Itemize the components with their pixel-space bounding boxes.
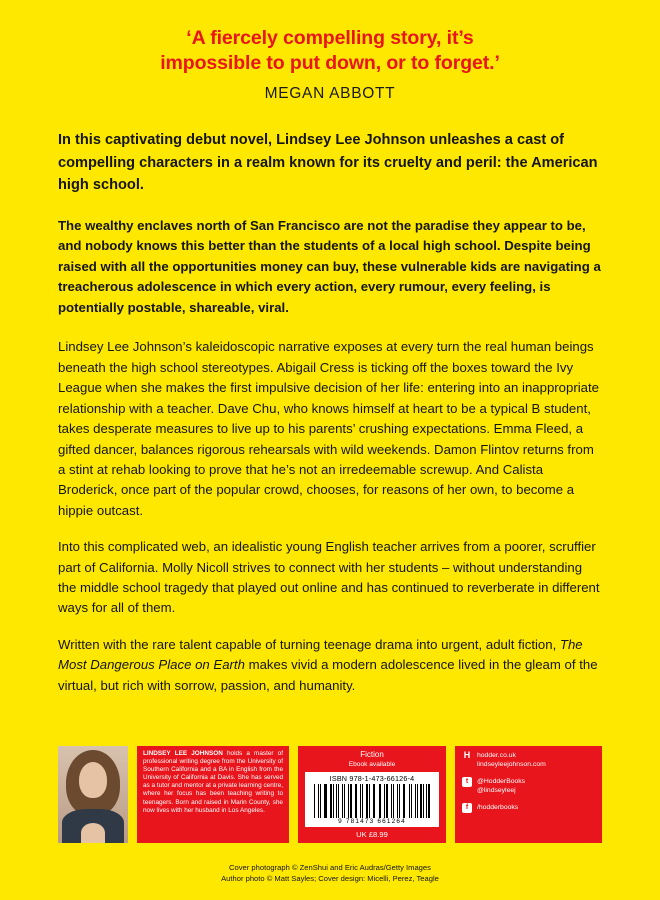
- category-label: Fiction: [360, 750, 384, 759]
- barcode-digits: 9 781473 661264: [338, 818, 406, 825]
- isbn-barcode-block: [298, 746, 446, 843]
- hodder-h-icon: H: [463, 750, 471, 760]
- isbn-label: ISBN: [329, 774, 348, 783]
- link-row-website[interactable]: [462, 751, 595, 770]
- link-row-twitter[interactable]: [462, 777, 595, 796]
- blurb-paragraph-4: Into this complicated web, an idealistic young English teacher arrives from a poorer, scruffier part of California. Molly Nicoll strives to connect with her students – without understanding the middle school tragedy that played out online and has continued to reverberate in different ways for all of them.: [58, 539, 600, 616]
- author-photo: [58, 746, 128, 843]
- twitter-handles[interactable]: [477, 777, 525, 796]
- quote-attribution: MEGAN ABBOTT: [264, 85, 396, 102]
- blurb-p5-before: Written with the rare talent capable of turning teenage drama into urgent, adult fiction,: [58, 636, 560, 652]
- facebook-hodder[interactable]: /hodderbooks: [477, 803, 519, 811]
- publisher-links: [455, 746, 602, 843]
- author-bio: [137, 746, 289, 843]
- book-title-italic: The Most Dangerous Place on Earth: [58, 636, 583, 673]
- website-author[interactable]: lindseyleejohnson.com: [477, 761, 546, 769]
- facebook-handles[interactable]: [477, 803, 518, 812]
- barcode: [305, 772, 439, 827]
- twitter-hodder[interactable]: @HodderBooks: [477, 777, 526, 785]
- blurb-p5-after: makes vivid a modern adolescence lived in the gleam of the virtual, but rich with sorrow, passion, and humanity.: [58, 657, 598, 693]
- blurb-paragraph-lead: In this captivating debut novel, Lindsey Lee Johnson unleashes a cast of compelling characters in a realm known for its cruelty and peril: the American high school.: [58, 132, 598, 193]
- cover-credits: [58, 862, 602, 884]
- cover-footer: [58, 746, 602, 854]
- barcode-bars: [308, 783, 436, 818]
- website-links[interactable]: [477, 751, 546, 770]
- author-photo-shoulders: [81, 823, 105, 843]
- quote-line-1: ‘A fiercely compelling story, it’s: [186, 27, 474, 49]
- author-photo-face: [79, 762, 107, 798]
- blurb-paragraph-5: [58, 635, 602, 696]
- link-row-facebook[interactable]: [462, 803, 595, 813]
- author-bio-text: holds a master of professional writing degree from the University of Southern California and a BA in English from the University of California at Davis. She has served as a tutor and mentor at a private learning centre, where her focus has been teaching writing to teenagers. Born and raised in Marin County, she now lives with her husband in Los Angeles.: [143, 750, 283, 814]
- credits-line-2: Author photo © Matt Sayles; Cover design: Micelli, Perez, Teagle: [221, 874, 439, 883]
- price-label: UK £8.99: [356, 830, 388, 839]
- ebook-label: Ebook available: [348, 761, 396, 768]
- blurb-paragraph-3: Lindsey Lee Johnson’s kaleidoscopic narrative exposes at every turn the real human beings beneath the high school stereotypes. Abigail Cress is ticking off the boxes toward the Ivy League when she makes the first impulsive decision of her life: entering into an inappropriate relationship with a teacher. Dave Chu, who knows himself at heart to be a typical B student, takes desperate measures to live up to his parents’ crushing expectations. Emma Fleed, a gifted dancer, balances rigorous rehearsals with wild weekends. Damon Flintov returns from a stint at rehab looking to prove that he’s not an irredeemable screwup. And Calista Broderick, once part of the popular crowd, chooses, for reasons of her own, to become a hippie outcast.: [58, 339, 600, 518]
- pull-quote: [58, 0, 602, 103]
- website-hodder[interactable]: hodder.co.uk: [477, 752, 516, 759]
- twitter-icon: t: [462, 777, 472, 787]
- author-bio-name: LINDSEY LEE JOHNSON: [143, 750, 223, 757]
- isbn-number: 978-1-473-66126-4: [349, 774, 415, 783]
- isbn-line: [308, 774, 436, 783]
- twitter-author[interactable]: @lindseyleej: [477, 787, 516, 795]
- credits-line-1: Cover photograph © ZenShui and Eric Audras/Getty Images: [229, 863, 431, 872]
- quote-line-2: impossible to put down, or to forget.’: [160, 52, 500, 74]
- blurb-text: [58, 129, 602, 696]
- blurb-paragraph-2: The wealthy enclaves north of San Francisco are not the paradise they appear to be, and nobody knows this better than the students of a local high school. Despite being raised with all the opportunities money can buy, these vulnerable kids are navigating a treacherous adolescence in which every action, every rumour, every feeling, is potentially postable, shareable, viral.: [58, 217, 601, 315]
- facebook-icon: f: [462, 803, 472, 813]
